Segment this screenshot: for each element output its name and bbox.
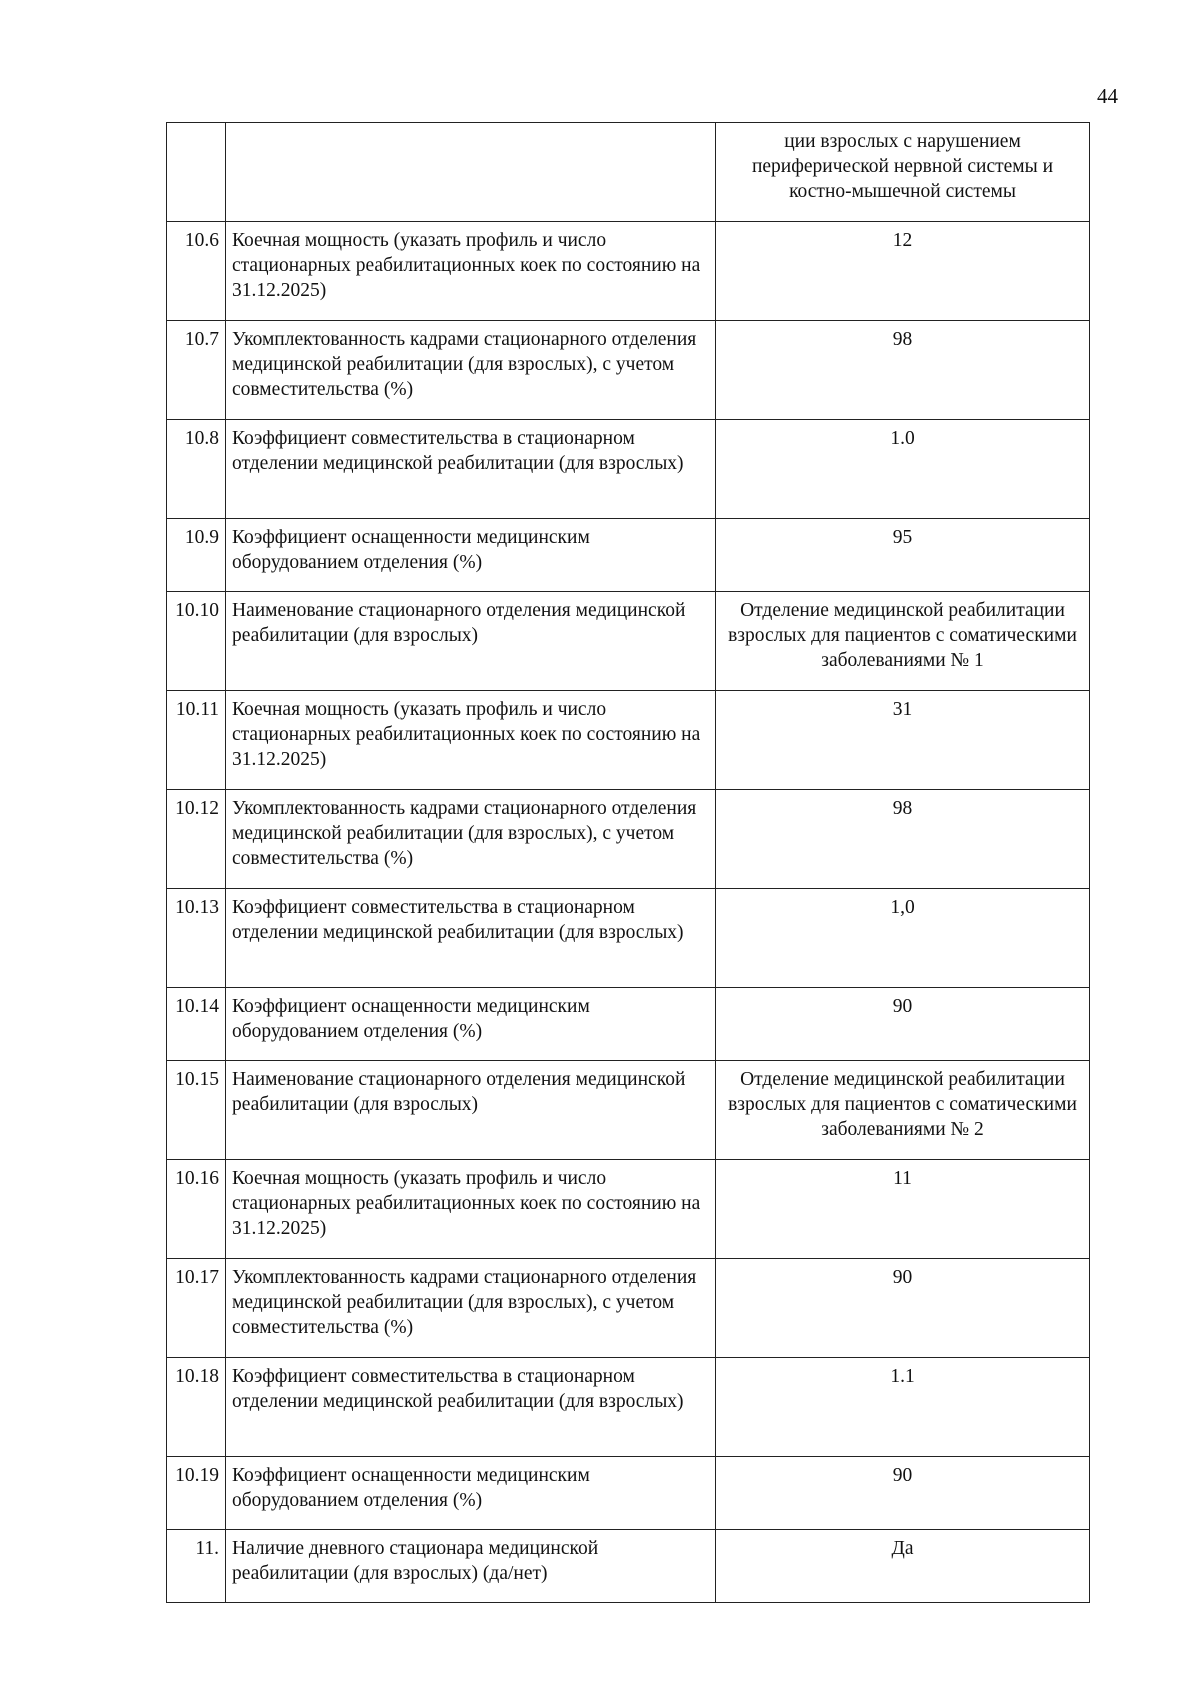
table-row <box>167 1061 1090 1160</box>
table-row <box>167 889 1090 988</box>
indicator-name: Наименование стационарного отделения медицинской реабилитации (для взрослых) <box>226 592 716 691</box>
table-row <box>167 321 1090 420</box>
table-row <box>167 123 1090 222</box>
indicator-name: Коэффициент совместительства в стационарном отделении медицинской реабилитации (для взрослых) <box>226 420 716 519</box>
table-row <box>167 988 1090 1061</box>
indicator-value: 31 <box>716 691 1090 790</box>
table-row <box>167 1259 1090 1358</box>
indicator-value: 1.1 <box>716 1358 1090 1457</box>
table-row <box>167 1530 1090 1603</box>
indicator-name: Коэффициент оснащенности медицинским оборудованием отделения (%) <box>226 1457 716 1530</box>
row-number: 10.7 <box>167 321 226 420</box>
row-number: 10.12 <box>167 790 226 889</box>
table-row <box>167 222 1090 321</box>
indicator-value: 90 <box>716 988 1090 1061</box>
indicator-value: 1,0 <box>716 889 1090 988</box>
indicator-name: Укомплектованность кадрами стационарного отделения медицинской реабилитации (для взрослых), с учетом совместительства (%) <box>226 1259 716 1358</box>
indicator-name: Наименование стационарного отделения медицинской реабилитации (для взрослых) <box>226 1061 716 1160</box>
indicator-name: Коэффициент оснащенности медицинским оборудованием отделения (%) <box>226 988 716 1061</box>
row-number: 10.17 <box>167 1259 226 1358</box>
table-row <box>167 1457 1090 1530</box>
table-body <box>167 123 1090 1603</box>
indicator-value: 95 <box>716 519 1090 592</box>
row-number: 10.11 <box>167 691 226 790</box>
indicator-value: 12 <box>716 222 1090 321</box>
row-number: 11. <box>167 1530 226 1603</box>
indicator-value: Да <box>716 1530 1090 1603</box>
indicator-name: Коэффициент оснащенности медицинским оборудованием отделения (%) <box>226 519 716 592</box>
table-row <box>167 592 1090 691</box>
indicator-value: 98 <box>716 321 1090 420</box>
indicator-name: Коечная мощность (указать профиль и число стационарных реабилитационных коек по состоянию на 31.12.2025) <box>226 1160 716 1259</box>
indicator-value: 98 <box>716 790 1090 889</box>
indicator-value: Отделение медицинской реабилитации взрослых для пациентов с соматическими заболеваниями № 2 <box>716 1061 1090 1160</box>
indicator-value: 1.0 <box>716 420 1090 519</box>
row-number: 10.15 <box>167 1061 226 1160</box>
indicator-value: 90 <box>716 1259 1090 1358</box>
row-number: 10.14 <box>167 988 226 1061</box>
indicator-name: Укомплектованность кадрами стационарного отделения медицинской реабилитации (для взрослых), с учетом совместительства (%) <box>226 321 716 420</box>
row-number: 10.8 <box>167 420 226 519</box>
indicator-value: 90 <box>716 1457 1090 1530</box>
indicator-name: Коечная мощность (указать профиль и число стационарных реабилитационных коек по состоянию на 31.12.2025) <box>226 691 716 790</box>
row-number: 10.19 <box>167 1457 226 1530</box>
indicator-name: Коечная мощность (указать профиль и число стационарных реабилитационных коек по состоянию на 31.12.2025) <box>226 222 716 321</box>
indicator-name: Коэффициент совместительства в стационарном отделении медицинской реабилитации (для взрослых) <box>226 1358 716 1457</box>
indicator-name: Укомплектованность кадрами стационарного отделения медицинской реабилитации (для взрослых), с учетом совместительства (%) <box>226 790 716 889</box>
row-number: 10.6 <box>167 222 226 321</box>
page-number: 44 <box>1097 84 1118 108</box>
row-number: 10.16 <box>167 1160 226 1259</box>
indicator-value: 11 <box>716 1160 1090 1259</box>
indicator-name <box>226 123 716 222</box>
table-row <box>167 420 1090 519</box>
table-row <box>167 1160 1090 1259</box>
row-number: 10.13 <box>167 889 226 988</box>
indicators-table <box>166 122 1090 1603</box>
indicator-value: Отделение медицинской реабилитации взрослых для пациентов с соматическими заболеваниями № 1 <box>716 592 1090 691</box>
table-row <box>167 691 1090 790</box>
table-row <box>167 790 1090 889</box>
row-number: 10.9 <box>167 519 226 592</box>
row-number: 10.18 <box>167 1358 226 1457</box>
table-row <box>167 519 1090 592</box>
indicator-value: ции взрослых с нарушением периферической нервной системы и костно-мышечной системы <box>716 123 1090 222</box>
row-number: 10.10 <box>167 592 226 691</box>
indicator-name: Наличие дневного стационара медицинской реабилитации (для взрослых) (да/нет) <box>226 1530 716 1603</box>
indicator-name: Коэффициент совместительства в стационарном отделении медицинской реабилитации (для взрослых) <box>226 889 716 988</box>
row-number <box>167 123 226 222</box>
table-row <box>167 1358 1090 1457</box>
